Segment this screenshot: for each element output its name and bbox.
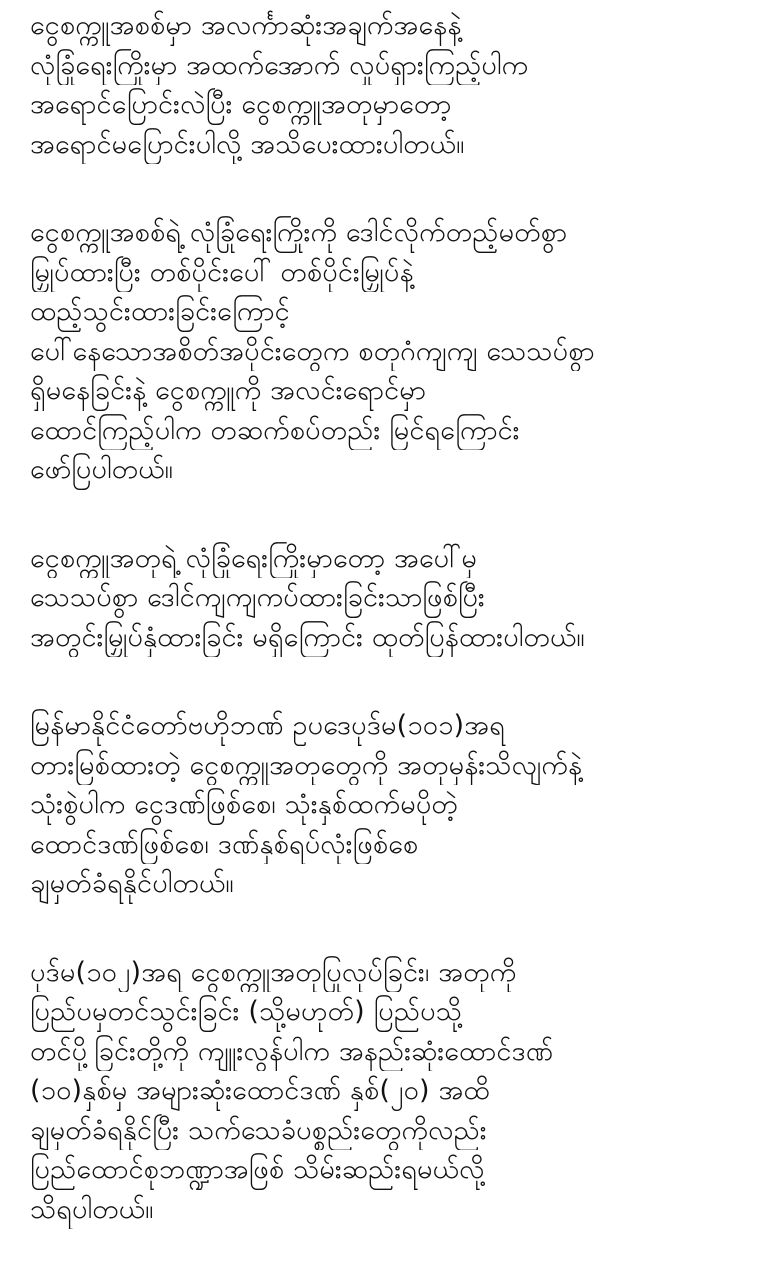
text-line: ငွေစက္ကူအစစ်မှာ အလင်္ကာဆုံးအချက်အနေနဲ့ (30, 10, 462, 41)
text-line: ထောင်ဒဏ်ဖြစ်စေ၊ ဒဏ်နှစ်ရပ်လုံးဖြစ်စေ (30, 828, 419, 860)
paragraph-genuine-note-security-thread (30, 213, 754, 490)
text-line: ငွေစက္ကူအစစ်ရဲ့ လုံခြုံရေးကြိုးကို ဒေါင်လိုက်တည့်မတ်စွာ (30, 217, 568, 248)
text-line: အတွင်းမြှုပ်နှံထားခြင်း မရှိကြောင်း ထုတ်ပြန်ထားပါတယ်။ (30, 621, 585, 653)
text-line: (၁၀)နှစ်မှ အများဆုံးထောင်ဒဏ် နှစ်(၂၀) အထိ (30, 1075, 490, 1106)
text-line: ပြည်ထောင်စုဘဏ္ဍာအဖြစ် သိမ်းဆည်းရမယ်လို့ (30, 1154, 485, 1185)
text-line: ချမှတ်ခံရနိုင်ပြီး သက်သေခံပစ္စည်းတွေကိုလည်း (30, 1114, 487, 1146)
text-line: သေသပ်စွာ ဒေါင်ကျကျကပ်ထားခြင်းသာဖြစ်ပြီး (30, 582, 485, 613)
text-line: ပြည်ပမှတင်သွင်းခြင်း (သို့မဟုတ်) ပြည်ပသို့ (30, 996, 463, 1027)
text-line: မြှုပ်ထားပြီး တစ်ပိုင်းပေါ် တစ်ပိုင်းမြှုပ်နဲ့ (30, 256, 414, 288)
text-line: ချမှတ်ခံရနိုင်ပါတယ်။ (30, 868, 234, 899)
text-line: အရောင်မပြောင်းပါလို့ အသိပေးထားပါတယ်။ (30, 128, 465, 160)
text-line: သိရပါတယ်။ (30, 1193, 154, 1225)
text-line: တင်ပို့ခြင်းတို့ကို ကျူးလွန်ပါက အနည်းဆုံးထောင်ဒဏ် (30, 1035, 554, 1067)
paragraph-fake-note-security-thread (30, 539, 754, 658)
paragraph-genuine-note-color-shift (30, 6, 754, 164)
text-line: လုံခြုံရေးကြိုးမှာ အထက်အောက် လှုပ်ရှားကြည့်ပါက (30, 49, 529, 81)
text-line: ဖော်ပြပါတယ်။ (30, 454, 174, 485)
text-line: ပေါ်နေသောအစိတ်အပိုင်းတွေက စတုဂံကျကျ သေသပ်စွာ (30, 335, 595, 367)
text-line: သုံးစွဲပါက ငွေဒဏ်ဖြစ်စေ၊ သုံးနှစ်ထက်မပိုတဲ့ (30, 789, 458, 820)
text-line: မြန်မာနိုင်ငံတော်ဗဟိုဘဏ် ဥပဒေပုဒ်မ(၁၀၁)အရ (30, 710, 505, 741)
text-line: ငွေစက္ကူအတုရဲ့ လုံခြုံရေးကြိုးမှာတော့ အပေါ်မှ (30, 542, 478, 574)
text-line: အရောင်ပြောင်းလဲပြီး ငွေစက္ကူအတုမှာတော့ (30, 89, 452, 120)
text-line: ထည့်သွင်းထားခြင်းကြောင့် (30, 296, 290, 327)
paragraph-law-section-101 (30, 706, 754, 904)
paragraph-law-section-102 (30, 953, 754, 1230)
text-line: ထောင်ကြည့်ပါက တဆက်စပ်တည်း မြင်ရကြောင်း (30, 414, 520, 446)
text-line: ရှိမနေခြင်းနဲ့ ငွေစက္ကူကို အလင်းရောင်မှာ (30, 375, 426, 406)
text-line: တားမြစ်ထားတဲ့ ငွေစက္ကူအတုတွေကို အတုမှန်းသိလျက်နဲ့ (30, 749, 583, 781)
text-line: ပုဒ်မ(၁၀၂)အရ ငွေစက္ကူအတုပြုလုပ်ခြင်း၊ အတုကို (30, 956, 517, 988)
